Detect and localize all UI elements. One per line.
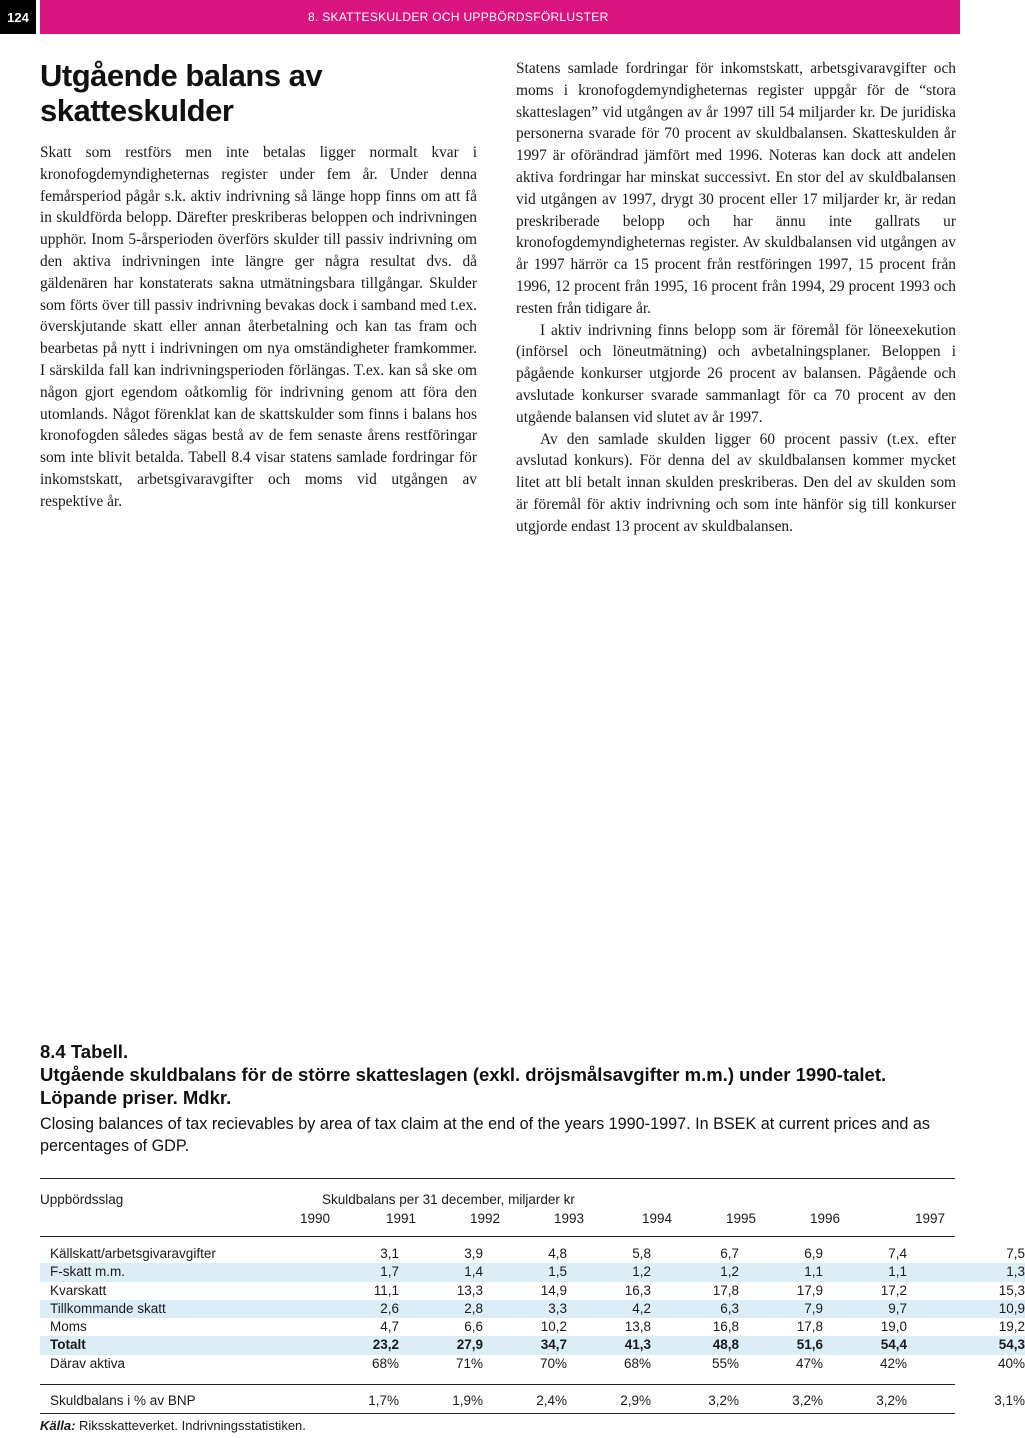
row-label: Totalt xyxy=(40,1336,310,1354)
table-cell: 3,2% xyxy=(708,1393,739,1408)
table-cell: 1,1 xyxy=(823,1263,907,1281)
table-cell: 40% xyxy=(997,1355,1025,1371)
table-cell: 14,9 xyxy=(540,1282,567,1298)
table-number: 8.4 Tabell. xyxy=(40,1041,129,1062)
table-cell: 47% xyxy=(795,1355,823,1371)
table-cell: 34,7 xyxy=(483,1336,567,1354)
right-paragraph-1: Statens samlade fordringar för inkomstskatt, arbetsgivaravgifter och moms i kronofogdemyndigheternas register uppgår för de “stora skatteslagen” vid utgången av år 1997 till 54 miljarder kr. De juridiska personerna svarade för 70 procent av skuldbalansen. Skatteskulden år 1997 är oförändrad jämfört med 1996. Noteras kan dock att andelen aktiva fordringar har minskat successivt. En stor del av skuldbalansen vid utgången av 1997, drygt 30 procent eller 17 miljarder kr, är redan preskriberade belopp och har ännu inte gallrats ur kronofogdemyndigheternas register. Av skuldbalansen vid utgången av år 1997 härrör ca 15 procent från restföringen 1997, 15 procent från 1996, 12 procent från 1995, 16 procent från 1994, 29 procent 1993 och resten från tidigare år. xyxy=(516,60,956,317)
table-top-rule xyxy=(40,1178,955,1179)
table-cell: 1,5 xyxy=(483,1263,567,1281)
year-header: 1992 xyxy=(469,1211,500,1226)
table-cell: 4,7 xyxy=(380,1319,399,1335)
table-cell: 3,1% xyxy=(994,1393,1025,1408)
table-cell: 6,9 xyxy=(804,1246,823,1261)
table-subtitle: Closing balances of tax recievables by area of tax claim at the end of the years 1990-1997. In BSEK at current prices and as percentages of GDP. xyxy=(40,1115,930,1155)
table-cell: 17,8 xyxy=(796,1319,823,1335)
table-cell: 2,6 xyxy=(310,1300,399,1318)
header-bottom-rule xyxy=(40,1236,955,1237)
table-cell: 13,3 xyxy=(456,1282,483,1298)
table-cell: 17,2 xyxy=(880,1282,907,1298)
year-header: 1991 xyxy=(385,1211,416,1226)
year-header-row xyxy=(260,1211,945,1229)
table-cell: 23,2 xyxy=(310,1336,399,1354)
year-header: 1994 xyxy=(641,1211,672,1226)
table-row xyxy=(40,1300,1025,1318)
table-cell: 17,9 xyxy=(796,1282,823,1298)
table-cell: 10,2 xyxy=(540,1319,567,1335)
table-cell: 11,1 xyxy=(373,1282,399,1298)
table-row xyxy=(40,1282,1025,1300)
bnp-top-rule xyxy=(40,1384,955,1385)
table-cell: 1,3 xyxy=(907,1263,1025,1281)
table-title: Utgående skuldbalans för de större skatteslagen (exkl. dröjsmålsavgifter m.m.) under 1990-talet. Löpande priser. Mdkr. xyxy=(40,1064,887,1108)
table-cell: 7,4 xyxy=(888,1246,907,1261)
table-cell: 55% xyxy=(711,1355,739,1371)
row-label: Tillkommande skatt xyxy=(40,1300,310,1318)
table-cell: 1,4 xyxy=(399,1263,483,1281)
table-cell: 42% xyxy=(879,1355,907,1371)
table-cell: 6,3 xyxy=(651,1300,739,1318)
table-cell: 6,7 xyxy=(720,1246,739,1261)
table-cell: 54,3 xyxy=(907,1336,1025,1354)
table-cell: 48,8 xyxy=(651,1336,739,1354)
table-cell: 1,9% xyxy=(452,1393,483,1408)
table-cell: 5,8 xyxy=(632,1246,651,1261)
skuldbalans-table xyxy=(40,1245,1025,1373)
table-cell: 1,2 xyxy=(567,1263,651,1281)
table-row xyxy=(40,1245,1025,1263)
year-header: 1996 xyxy=(809,1211,840,1226)
table-row-total xyxy=(40,1336,1025,1354)
row-label: Moms xyxy=(50,1319,87,1335)
table-cell: 10,9 xyxy=(907,1300,1025,1318)
table-cell: 19,2 xyxy=(998,1319,1025,1335)
source-text: Riksskatteverket. Indrivningsstatistiken. xyxy=(79,1418,306,1433)
year-header: 1993 xyxy=(553,1211,584,1226)
table-cell: 70% xyxy=(539,1355,567,1371)
right-paragraph-2: I aktiv indrivning finns belopp som är föremål för löneexekution (införsel och löneutmätning) och avbetalningsplaner. Beloppen i pågående konkurser utgjorde 26 procent av balansen. Pågående och avslutade konkurser svarade sammanlagt för ca 70 procent av den utgående balansen vid slutet av år 1997. xyxy=(516,321,956,426)
table-cell: 3,2% xyxy=(876,1393,907,1408)
row-label: Källskatt/arbetsgivaravgifter xyxy=(50,1246,216,1261)
table-cell: 27,9 xyxy=(399,1336,483,1354)
table-source xyxy=(40,1418,306,1433)
left-column xyxy=(40,58,477,513)
table-cell: 71% xyxy=(455,1355,483,1371)
row-label: Därav aktiva xyxy=(50,1355,126,1371)
table-stub-header: Uppbördsslag xyxy=(40,1192,124,1207)
left-paragraph: Skatt som restförs men inte betalas ligger normalt kvar i kronofogdemyndigheternas register under fem år. Under denna femårsperiod pågår s.k. aktiv indrivning så länge hopp finns om att få in skuldförda belopp. Därefter preskriberas beloppen och indrivningen upphör. Inom 5-årsperioden överförs skulder till passiv indrivning om den aktiva indrivningen inte längre ger några resultat dvs. då gäldenären har konstaterats sakna utmätningsbara tillgångar. Skulder som förts över till passiv indrivning bevakas dock i samband med t.ex. överskjutande skatt eller annan återbetalning och kan tas fram och bearbetas på nytt i indrivningen om nya omständigheter framkommer. I särskilda fall kan indrivningsperioden förlängas. T.ex. kan så ske om någon gjort egendom oåtkomlig för indrivning genom att föra den utomlands. Något förenklat kan de skattskulder som finns i balans hos kronofogden således sägas bestå av de fem senaste årens restföringar som inte blivit betalda. Tabell 8.4 visar statens samlade fordringar för inkomstskatt, arbetsgivaravgifter och moms vid utgången av respektive år. xyxy=(40,144,477,510)
table-cell: 15,3 xyxy=(998,1282,1025,1298)
row-label: Skuldbalans i % av BNP xyxy=(50,1393,196,1408)
right-column xyxy=(516,58,956,538)
table-cell: 1,7% xyxy=(368,1393,399,1408)
table-cell: 17,8 xyxy=(712,1282,739,1298)
table-cell: 2,9% xyxy=(620,1393,651,1408)
table-cell: 4,8 xyxy=(548,1246,567,1261)
right-paragraph-3: Av den samlade skulden ligger 60 procent passiv (t.ex. efter avslutad konkurs). För denna del av skuldbalansen kommer mycket litet att bli betalt innan skulden preskriberas. Den del av skulden som är föremål för aktiv indrivning och som inte hänför sig till konkurser utgjorde endast 13 procent av skuldbalansen. xyxy=(516,430,956,535)
table-row xyxy=(40,1263,1025,1281)
table-cell: 68% xyxy=(371,1355,399,1371)
table-cell: 7,5 xyxy=(1006,1246,1025,1261)
table-cell: 19,0 xyxy=(880,1319,907,1335)
table-cell: 3,2% xyxy=(792,1393,823,1408)
chapter-title: 8. SKATTESKULDER OCH UPPBÖRDSFÖRLUSTER xyxy=(40,0,960,34)
table-cell: 16,8 xyxy=(712,1319,739,1335)
source-label: Källa: xyxy=(40,1418,76,1433)
table-cell: 7,9 xyxy=(739,1300,823,1318)
table-cell: 16,3 xyxy=(624,1282,651,1298)
table-cell: 6,6 xyxy=(464,1319,483,1335)
table-group-header: Skuldbalans per 31 december, miljarder kr xyxy=(322,1192,575,1207)
table-cell: 1,1 xyxy=(739,1263,823,1281)
year-header: 1995 xyxy=(725,1211,756,1226)
table-cell: 9,7 xyxy=(823,1300,907,1318)
row-label: F-skatt m.m. xyxy=(40,1263,310,1281)
table-caption xyxy=(40,1040,955,1157)
table-cell: 3,9 xyxy=(464,1246,483,1261)
table-row xyxy=(40,1355,1025,1373)
table-cell: 3,1 xyxy=(380,1246,399,1261)
table-row-bnp xyxy=(40,1392,1025,1410)
table-cell: 68% xyxy=(623,1355,651,1371)
table-cell: 1,2 xyxy=(651,1263,739,1281)
table-cell: 1,7 xyxy=(310,1263,399,1281)
row-label: Kvarskatt xyxy=(50,1282,107,1298)
table-cell: 4,2 xyxy=(567,1300,651,1318)
table-cell: 41,3 xyxy=(567,1336,651,1354)
table-bottom-rule xyxy=(40,1413,955,1414)
table-cell: 2,8 xyxy=(399,1300,483,1318)
table-cell: 3,3 xyxy=(483,1300,567,1318)
table-cell: 2,4% xyxy=(536,1393,567,1408)
table-cell: 54,4 xyxy=(823,1336,907,1354)
page-header xyxy=(0,0,960,34)
table-cell: 51,6 xyxy=(739,1336,823,1354)
table-cell: 13,8 xyxy=(624,1319,651,1335)
bnp-table xyxy=(40,1392,1025,1410)
table-row xyxy=(40,1318,1025,1336)
section-heading: Utgående balans av skatteskulder xyxy=(40,58,323,128)
year-header: 1990 xyxy=(299,1211,330,1226)
page-number: 124 xyxy=(0,0,36,34)
year-header: 1997 xyxy=(914,1211,945,1226)
